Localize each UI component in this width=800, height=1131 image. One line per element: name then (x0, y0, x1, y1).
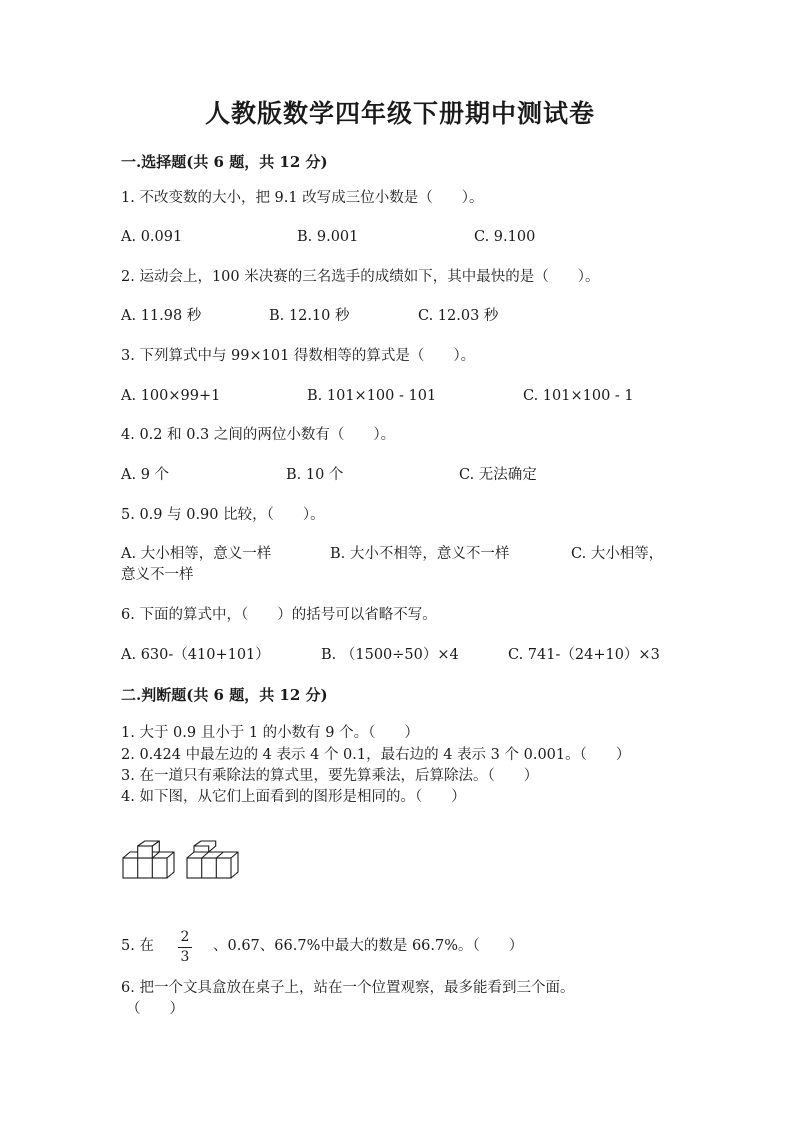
fraction (178, 929, 192, 966)
option-c: C. 101×100 - 1 (523, 388, 634, 404)
question-text: 2. 0.424 中最左边的 4 表示 4 个 0.1，最右边的 4 表示 3 个 0.001。（ ） (121, 747, 631, 763)
question-text: 6. 下面的算式中，（ ）的括号可以省略不写。 (121, 607, 437, 623)
option-b: B. 12.10 秒 (269, 308, 350, 324)
cube-stack-figure-1 (123, 841, 174, 878)
option-b: B. （1500÷50）×4 (321, 647, 459, 663)
option-c: C. 9.100 (474, 229, 536, 245)
option-b: B. 9.001 (297, 229, 359, 245)
option-a: A. 100×99+1 (121, 388, 221, 404)
question-text: 6. 把一个文具盒放在桌子上，站在一个位置观察，最多能看到三个面。 (121, 980, 575, 996)
option-b: B. 大小不相等，意义不一样 (330, 546, 510, 562)
option-c: C. 无法确定 (459, 467, 537, 483)
question-text-prefix: 5. 在 (121, 938, 154, 954)
question-text: 4. 0.2 和 0.3 之间的两位小数有（ ）。 (121, 427, 396, 443)
option-a: A. 大小相等，意义一样 (121, 546, 272, 562)
question-text: 2. 运动会上，100 米决赛的三名选手的成绩如下，其中最快的是（ ）。 (121, 269, 600, 285)
fraction-numerator: 2 (180, 929, 190, 945)
option-a: A. 9 个 (121, 467, 170, 483)
question-text: 3. 下列算式中与 99×101 得数相等的算式是（ ）。 (121, 348, 476, 364)
option-b: B. 101×100 - 101 (307, 388, 437, 404)
option-c-continuation: 意义不一样 (121, 567, 194, 583)
question-text: 1. 大于 0.9 且小于 1 的小数有 9 个。（ ） (121, 725, 419, 741)
fraction-bar (178, 947, 192, 948)
cube-figure (120, 840, 250, 885)
option-b: B. 10 个 (286, 467, 344, 483)
section-heading-choice: 一.选择题(共 6 题，共 12 分) (121, 153, 328, 171)
question-text: 1. 不改变数的大小，把 9.1 改写成三位小数是（ ）。 (121, 190, 484, 206)
option-a: A. 630-（410+101） (121, 647, 270, 663)
option-a: A. 0.091 (121, 229, 183, 245)
question-text: 4. 如下图，从它们上面看到的图形是相同的。（ ） (121, 789, 466, 805)
page-title: 人教版数学四年级下册期中测试卷 (204, 99, 595, 128)
option-c: C. 12.03 秒 (418, 308, 499, 324)
section-heading-judgement: 二.判断题(共 6 题，共 12 分) (121, 686, 328, 704)
question-text: 3. 在一道只有乘除法的算式里，要先算乘法，后算除法。（ ） (121, 768, 539, 784)
option-c: C. 大小相等， (571, 546, 664, 562)
question-text: 5. 0.9 与 0.90 比较，（ ）。 (121, 507, 325, 523)
question-answer-blank: （ ） (126, 1001, 184, 1017)
question-text-suffix: 、0.67、66.7%中最大的数是 66.7%。（ ） (213, 938, 524, 954)
fraction-denominator: 3 (180, 949, 190, 965)
cube-stack-figure-2 (187, 841, 238, 878)
option-c: C. 741-（24+10）×3 (508, 647, 660, 663)
option-a: A. 11.98 秒 (121, 308, 202, 324)
